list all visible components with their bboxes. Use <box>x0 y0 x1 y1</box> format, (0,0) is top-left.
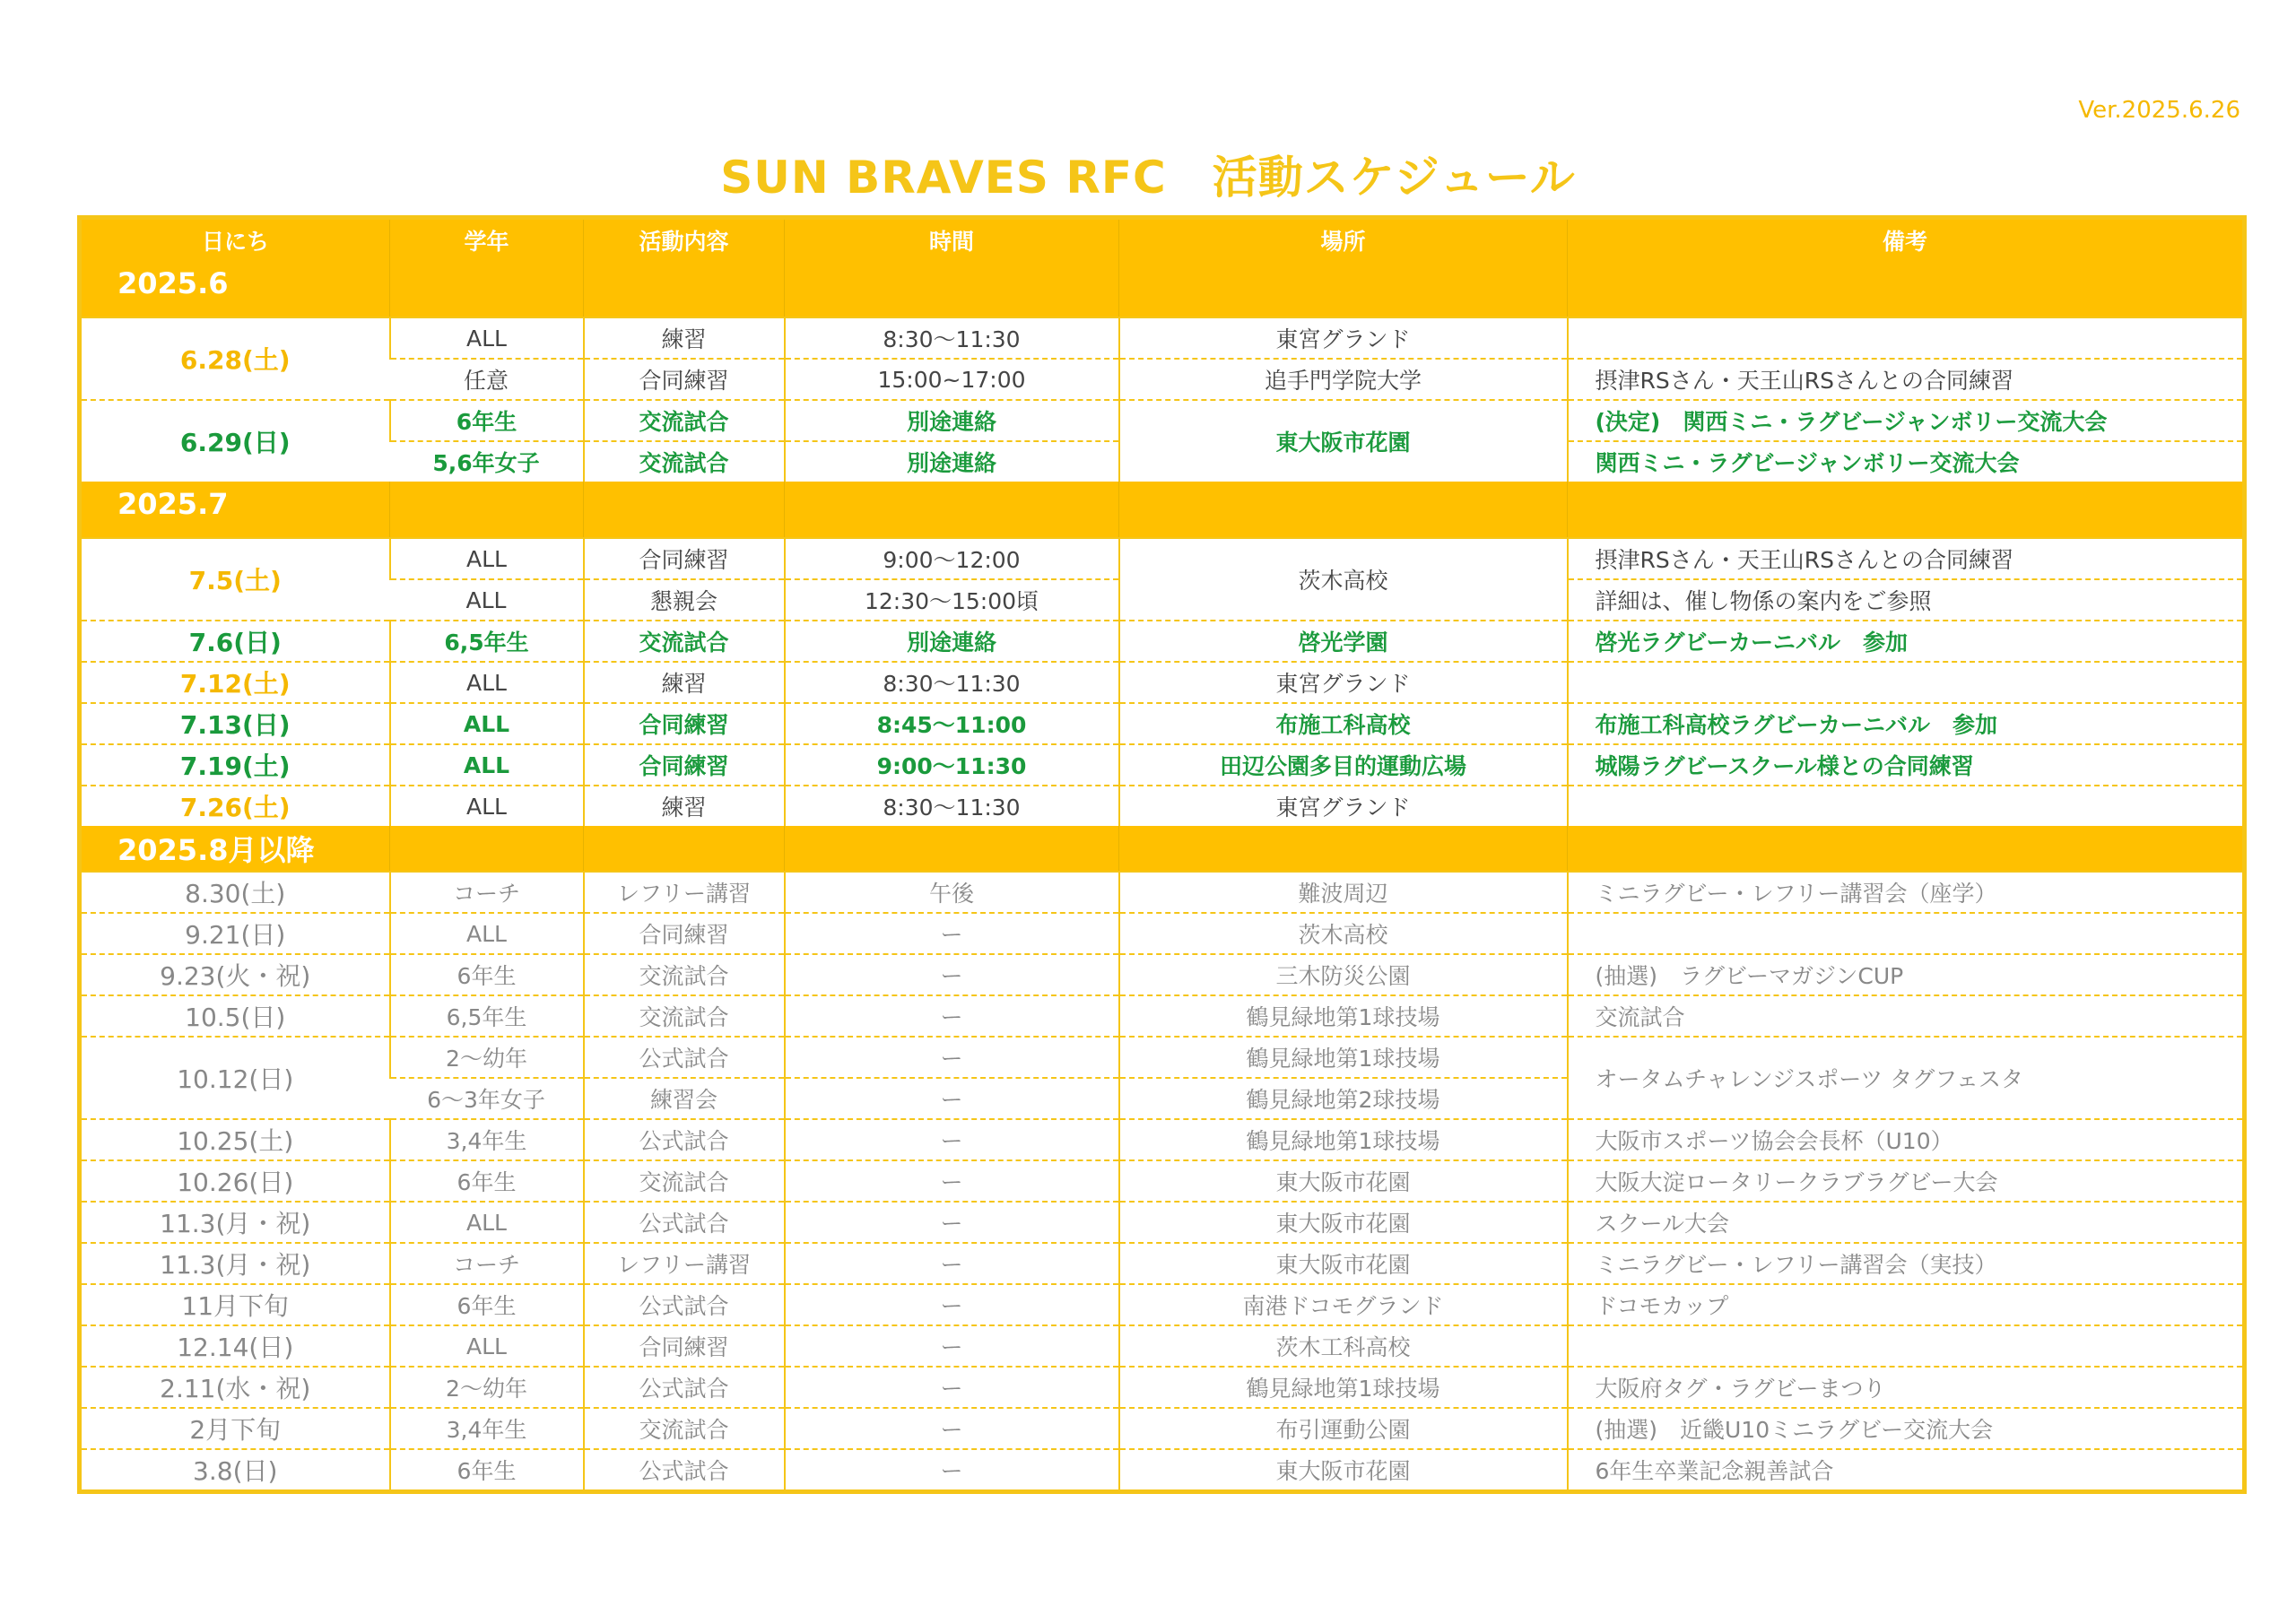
schedule-table <box>77 215 2247 1494</box>
table-row <box>80 621 2245 662</box>
activity-cell: 交流試合 <box>584 995 785 1037</box>
table-row <box>80 995 2245 1037</box>
time-cell: 8:30～11:30 <box>785 662 1119 703</box>
date-cell: 11.3(月・祝) <box>80 1202 390 1243</box>
grade-cell: ALL <box>390 1325 584 1367</box>
place-cell: 東大阪市花園 <box>1119 1160 1568 1202</box>
time-cell: ー <box>785 1037 1119 1078</box>
grade-cell: 3,4年生 <box>390 1408 584 1449</box>
header-activity: 活動内容 <box>584 218 785 262</box>
place-cell: 難波周辺 <box>1119 872 1568 913</box>
grade-cell: 6,5年生 <box>390 621 584 662</box>
time-cell: 8:30～11:30 <box>785 317 1119 359</box>
grade-cell: ALL <box>390 317 584 359</box>
activity-cell: 合同練習 <box>584 538 785 579</box>
place-cell: 南港ドコモグランド <box>1119 1284 1568 1325</box>
activity-cell: 合同練習 <box>584 913 785 954</box>
time-cell: 9:00～11:30 <box>785 744 1119 786</box>
table-row <box>80 1119 2245 1160</box>
grade-cell: ALL <box>390 786 584 826</box>
time-cell: 午後 <box>785 872 1119 913</box>
table-row <box>80 913 2245 954</box>
activity-cell: レフリー講習 <box>584 872 785 913</box>
note-cell: (決定) 関西ミニ・ラグビージャンボリー交流大会 <box>1568 400 2245 441</box>
time-cell: ー <box>785 1160 1119 1202</box>
time-cell: 12:30～15:00頃 <box>785 579 1119 621</box>
page-title: SUN BRAVES RFC 活動スケジュール <box>720 152 1576 204</box>
place-cell: 茨木高校 <box>1119 538 1568 621</box>
grade-cell: 6年生 <box>390 1160 584 1202</box>
time-cell: 15:00~17:00 <box>785 359 1119 400</box>
place-cell: 田辺公園多目的運動広場 <box>1119 744 1568 786</box>
place-cell: 布施工科高校 <box>1119 703 1568 744</box>
header-time: 時間 <box>785 218 1119 262</box>
note-cell: 関西ミニ・ラグビージャンボリー交流大会 <box>1568 441 2245 482</box>
note-cell: 詳細は、催し物係の案内をご参照 <box>1568 579 2245 621</box>
date-cell: 9.21(日) <box>80 913 390 954</box>
table-row <box>80 954 2245 995</box>
table-row <box>80 744 2245 786</box>
date-cell: 7.5(土) <box>80 538 390 621</box>
activity-cell: 練習 <box>584 662 785 703</box>
activity-cell: 交流試合 <box>584 441 785 482</box>
date-cell: 7.13(日) <box>80 703 390 744</box>
time-cell: ー <box>785 1202 1119 1243</box>
table-row <box>80 662 2245 703</box>
note-cell <box>1568 317 2245 359</box>
date-cell: 11.3(月・祝) <box>80 1243 390 1284</box>
grade-cell: 2～幼年 <box>390 1037 584 1078</box>
month-row-june <box>80 261 2245 306</box>
date-cell: 7.12(土) <box>80 662 390 703</box>
note-cell: 布施工科高校ラグビーカーニバル 参加 <box>1568 703 2245 744</box>
date-cell: 8.30(土) <box>80 872 390 913</box>
note-cell <box>1568 913 2245 954</box>
grade-cell: 3,4年生 <box>390 1119 584 1160</box>
table-row <box>80 1325 2245 1367</box>
month-label: 2025.7 <box>80 482 390 526</box>
date-cell: 6.28(土) <box>80 317 390 400</box>
table-row <box>80 786 2245 826</box>
activity-cell: 合同練習 <box>584 1325 785 1367</box>
note-cell: 摂津RSさん・天王山RSさんとの合同練習 <box>1568 359 2245 400</box>
place-cell: 啓光学園 <box>1119 621 1568 662</box>
note-cell <box>1568 1325 2245 1367</box>
table-row <box>80 1243 2245 1284</box>
month-row-august-onward <box>80 826 2245 872</box>
time-cell: ー <box>785 995 1119 1037</box>
grade-cell: ALL <box>390 913 584 954</box>
grade-cell: ALL <box>390 538 584 579</box>
time-cell: ー <box>785 1408 1119 1449</box>
place-cell: 鶴見緑地第1球技場 <box>1119 1367 1568 1408</box>
header-note: 備考 <box>1568 218 2245 262</box>
date-cell: 7.6(日) <box>80 621 390 662</box>
header-place: 場所 <box>1119 218 1568 262</box>
table-row <box>80 400 2245 441</box>
activity-cell: 合同練習 <box>584 744 785 786</box>
note-cell: 交流試合 <box>1568 995 2245 1037</box>
place-cell: 東大阪市花園 <box>1119 1243 1568 1284</box>
date-cell: 2.11(水・祝) <box>80 1367 390 1408</box>
activity-cell: 公式試合 <box>584 1449 785 1492</box>
grade-cell: コーチ <box>390 872 584 913</box>
grade-cell: ALL <box>390 703 584 744</box>
date-cell: 7.19(土) <box>80 744 390 786</box>
date-cell: 10.26(日) <box>80 1160 390 1202</box>
activity-cell: 公式試合 <box>584 1367 785 1408</box>
grade-cell: 6,5年生 <box>390 995 584 1037</box>
note-cell: (抽選) 近畿U10ミニラグビー交流大会 <box>1568 1408 2245 1449</box>
activity-cell: 練習会 <box>584 1078 785 1119</box>
table-row <box>80 872 2245 913</box>
date-cell: 10.25(土) <box>80 1119 390 1160</box>
activity-cell: 公式試合 <box>584 1119 785 1160</box>
time-cell: ー <box>785 913 1119 954</box>
place-cell: 東大阪市花園 <box>1119 400 1568 482</box>
note-cell: (抽選) ラグビーマガジンCUP <box>1568 954 2245 995</box>
note-cell: ミニラグビー・レフリー講習会（座学） <box>1568 872 2245 913</box>
note-cell: 啓光ラグビーカーニバル 参加 <box>1568 621 2245 662</box>
table-row <box>80 538 2245 579</box>
grade-cell: ALL <box>390 744 584 786</box>
time-cell: 9:00～12:00 <box>785 538 1119 579</box>
grade-cell: ALL <box>390 579 584 621</box>
time-cell: 8:30～11:30 <box>785 786 1119 826</box>
activity-cell: 交流試合 <box>584 954 785 995</box>
table-row <box>80 1284 2245 1325</box>
table-row <box>80 703 2245 744</box>
table-row <box>80 1160 2245 1202</box>
time-cell: ー <box>785 954 1119 995</box>
activity-cell: 公式試合 <box>584 1284 785 1325</box>
place-cell: 東大阪市花園 <box>1119 1202 1568 1243</box>
place-cell: 東宮グランド <box>1119 786 1568 826</box>
header-row <box>80 218 2245 262</box>
time-cell: ー <box>785 1284 1119 1325</box>
note-cell: ドコモカップ <box>1568 1284 2245 1325</box>
activity-cell: 交流試合 <box>584 400 785 441</box>
time-cell: 別途連絡 <box>785 400 1119 441</box>
time-cell: ー <box>785 1078 1119 1119</box>
note-cell: 大阪府タグ・ラグビーまつり <box>1568 1367 2245 1408</box>
place-cell: 鶴見緑地第1球技場 <box>1119 1119 1568 1160</box>
activity-cell: 練習 <box>584 317 785 359</box>
time-cell: 8:45～11:00 <box>785 703 1119 744</box>
table-row <box>80 1202 2245 1243</box>
grade-cell: コーチ <box>390 1243 584 1284</box>
grade-cell: ALL <box>390 662 584 703</box>
grade-cell: 6年生 <box>390 954 584 995</box>
activity-cell: 交流試合 <box>584 1408 785 1449</box>
month-label: 2025.8月以降 <box>80 826 390 872</box>
date-cell: 10.5(日) <box>80 995 390 1037</box>
note-cell: 大阪大淀ロータリークラブラグビー大会 <box>1568 1160 2245 1202</box>
place-cell: 茨木工科高校 <box>1119 1325 1568 1367</box>
header-grade: 学年 <box>390 218 584 262</box>
date-cell: 12.14(日) <box>80 1325 390 1367</box>
date-cell: 2月下旬 <box>80 1408 390 1449</box>
activity-cell: 練習 <box>584 786 785 826</box>
activity-cell: 合同練習 <box>584 703 785 744</box>
table-row <box>80 1367 2245 1408</box>
note-cell: ミニラグビー・レフリー講習会（実技） <box>1568 1243 2245 1284</box>
table-row <box>80 1449 2245 1492</box>
note-cell: スクール大会 <box>1568 1202 2245 1243</box>
grade-cell: 6年生 <box>390 1449 584 1492</box>
place-cell: 東大阪市花園 <box>1119 1449 1568 1492</box>
version-label: Ver.2025.6.26 <box>2078 97 2240 124</box>
activity-cell: レフリー講習 <box>584 1243 785 1284</box>
month-label: 2025.6 <box>80 261 390 306</box>
note-cell: オータムチャレンジスポーツ タグフェスタ <box>1568 1037 2245 1119</box>
activity-cell: 交流試合 <box>584 621 785 662</box>
place-cell: 三木防災公園 <box>1119 954 1568 995</box>
table-row <box>80 1408 2245 1449</box>
place-cell: 追手門学院大学 <box>1119 359 1568 400</box>
time-cell: ー <box>785 1119 1119 1160</box>
place-cell: 茨木高校 <box>1119 913 1568 954</box>
grade-cell: 2～幼年 <box>390 1367 584 1408</box>
date-cell: 7.26(土) <box>80 786 390 826</box>
place-cell: 鶴見緑地第1球技場 <box>1119 1037 1568 1078</box>
grade-cell: 6年生 <box>390 400 584 441</box>
note-cell <box>1568 786 2245 826</box>
date-cell: 10.12(日) <box>80 1037 390 1119</box>
time-cell: 別途連絡 <box>785 621 1119 662</box>
date-cell: 9.23(火・祝) <box>80 954 390 995</box>
activity-cell: 公式試合 <box>584 1202 785 1243</box>
grade-cell: ALL <box>390 1202 584 1243</box>
date-cell: 6.29(日) <box>80 400 390 482</box>
activity-cell: 交流試合 <box>584 1160 785 1202</box>
note-cell: 摂津RSさん・天王山RSさんとの合同練習 <box>1568 538 2245 579</box>
activity-cell: 合同練習 <box>584 359 785 400</box>
place-cell: 鶴見緑地第2球技場 <box>1119 1078 1568 1119</box>
note-cell: 大阪市スポーツ協会会長杯（U10） <box>1568 1119 2245 1160</box>
time-cell: ー <box>785 1449 1119 1492</box>
note-cell: 6年生卒業記念親善試合 <box>1568 1449 2245 1492</box>
month-row-july <box>80 482 2245 526</box>
note-cell: 城陽ラグビースクール様との合同練習 <box>1568 744 2245 786</box>
time-cell: ー <box>785 1243 1119 1284</box>
date-cell: 11月下旬 <box>80 1284 390 1325</box>
grade-cell: 5,6年女子 <box>390 441 584 482</box>
activity-cell: 公式試合 <box>584 1037 785 1078</box>
date-cell: 3.8(日) <box>80 1449 390 1492</box>
place-cell: 東宮グランド <box>1119 662 1568 703</box>
place-cell: 鶴見緑地第1球技場 <box>1119 995 1568 1037</box>
grade-cell: 任意 <box>390 359 584 400</box>
note-cell <box>1568 662 2245 703</box>
table-row <box>80 1037 2245 1078</box>
table-row <box>80 317 2245 359</box>
header-date: 日にち <box>80 218 390 262</box>
time-cell: ー <box>785 1325 1119 1367</box>
table-row <box>80 359 2245 400</box>
time-cell: 別途連絡 <box>785 441 1119 482</box>
grade-cell: 6～3年女子 <box>390 1078 584 1119</box>
time-cell: ー <box>785 1367 1119 1408</box>
place-cell: 布引運動公園 <box>1119 1408 1568 1449</box>
activity-cell: 懇親会 <box>584 579 785 621</box>
place-cell: 東宮グランド <box>1119 317 1568 359</box>
grade-cell: 6年生 <box>390 1284 584 1325</box>
